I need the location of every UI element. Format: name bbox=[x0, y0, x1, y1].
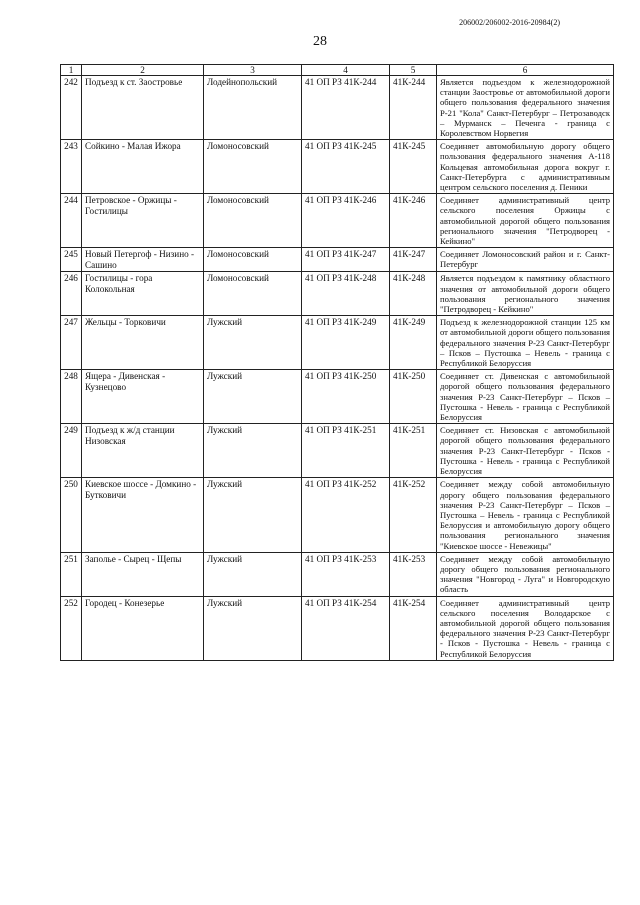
road-name: Ящера - Дивенская - Кузнецово bbox=[82, 370, 204, 424]
registration-number: 41 ОП РЗ 41К-249 bbox=[302, 316, 390, 370]
road-code: 41К-248 bbox=[390, 272, 437, 316]
road-name: Сойкино - Малая Ижора bbox=[82, 140, 204, 194]
road-code: 41К-246 bbox=[390, 194, 437, 248]
table-row bbox=[61, 76, 614, 140]
registration-number: 41 ОП РЗ 41К-253 bbox=[302, 552, 390, 596]
district-name: Лужский bbox=[204, 370, 302, 424]
row-number: 245 bbox=[61, 248, 82, 272]
road-description: Соединяет ст. Дивенская с автомобильной дорогой общего пользования федерального значения Р-23 Санкт-Петербург – Псков – Пустошка - Невель - граница с Республикой Белоруссия bbox=[437, 370, 614, 424]
row-number: 246 bbox=[61, 272, 82, 316]
table-row bbox=[61, 478, 614, 552]
road-description: Соединяет автомобильную дорогу общего пользования федерального значения А-118 Кольцевая автомобильная дорога вокруг г. Санкт-Петербурга с административным центром сельского поселения д. Пеники bbox=[437, 140, 614, 194]
registration-number: 41 ОП РЗ 41К-246 bbox=[302, 194, 390, 248]
road-description: Соединяет ст. Низовская с автомобильной дорогой общего пользования федерального значения Р-23 Санкт-Петербург - Псков - Пустошка - Невель - граница с Республикой Белоруссия bbox=[437, 424, 614, 478]
table-row bbox=[61, 370, 614, 424]
road-code: 41К-251 bbox=[390, 424, 437, 478]
road-name: Гостилицы - гора Колокольная bbox=[82, 272, 204, 316]
registration-number: 41 ОП РЗ 41К-244 bbox=[302, 76, 390, 140]
road-name: Заполье - Сырец - Щепы bbox=[82, 552, 204, 596]
road-description: Соединяет Ломоносовский район и г. Санкт-Петербург bbox=[437, 248, 614, 272]
registration-number: 41 ОП РЗ 41К-251 bbox=[302, 424, 390, 478]
road-name: Подъезд к ст. Заостровье bbox=[82, 76, 204, 140]
row-number: 243 bbox=[61, 140, 82, 194]
registration-number: 41 ОП РЗ 41К-247 bbox=[302, 248, 390, 272]
district-name: Лужский bbox=[204, 316, 302, 370]
column-header: 4 bbox=[302, 65, 390, 76]
road-code: 41К-244 bbox=[390, 76, 437, 140]
row-number: 251 bbox=[61, 552, 82, 596]
road-name: Киевское шоссе - Домкино - Бутковичи bbox=[82, 478, 204, 552]
road-code: 41К-245 bbox=[390, 140, 437, 194]
district-name: Ломоносовский bbox=[204, 194, 302, 248]
registration-number: 41 ОП РЗ 41К-252 bbox=[302, 478, 390, 552]
road-code: 41К-254 bbox=[390, 596, 437, 660]
row-number: 248 bbox=[61, 370, 82, 424]
header-row bbox=[61, 65, 614, 76]
row-number: 249 bbox=[61, 424, 82, 478]
roads-table bbox=[60, 64, 614, 661]
district-name: Лужский bbox=[204, 596, 302, 660]
district-name: Лужский bbox=[204, 552, 302, 596]
road-name: Новый Петергоф - Низино - Сашино bbox=[82, 248, 204, 272]
row-number: 242 bbox=[61, 76, 82, 140]
row-number: 252 bbox=[61, 596, 82, 660]
district-name: Лужский bbox=[204, 424, 302, 478]
column-header: 5 bbox=[390, 65, 437, 76]
registration-number: 41 ОП РЗ 41К-254 bbox=[302, 596, 390, 660]
road-name: Петровское - Оржицы - Гостилицы bbox=[82, 194, 204, 248]
road-name: Городец - Конезерье bbox=[82, 596, 204, 660]
road-code: 41К-247 bbox=[390, 248, 437, 272]
table-row bbox=[61, 194, 614, 248]
road-description: Соединяет административный центр сельского поселения Володарское с автомобильной дорогой общего пользования федерального значения Р-23 Санкт-Петербург - Псков - Пустошка - Невель - граница с Республикой Белоруссия bbox=[437, 596, 614, 660]
district-name: Ломоносовский bbox=[204, 272, 302, 316]
road-name: Жельцы - Торковичи bbox=[82, 316, 204, 370]
district-name: Лужский bbox=[204, 478, 302, 552]
column-header: 1 bbox=[61, 65, 82, 76]
road-description: Соединяет между собой автомобильную дорогу общего пользования федерального значения Р-23 Санкт-Петербург – Псков – Пустошка – Невель - граница с Республикой Белоруссия и автомобильную дорогу общего пользования регионального значения "Киевское шоссе - Невежицы" bbox=[437, 478, 614, 552]
table-row bbox=[61, 424, 614, 478]
road-code: 41К-250 bbox=[390, 370, 437, 424]
registration-number: 41 ОП РЗ 41К-245 bbox=[302, 140, 390, 194]
column-header: 2 bbox=[82, 65, 204, 76]
road-description: Соединяет между собой автомобильную дорогу общего пользования регионального значения "Новгород - Луга" и Новгородскую область bbox=[437, 552, 614, 596]
column-header: 6 bbox=[437, 65, 614, 76]
document-id: 206002/206002-2016-20984(2) bbox=[459, 18, 560, 27]
district-name: Ломоносовский bbox=[204, 248, 302, 272]
road-description: Является подъездом к железнодорожной станции Заостровье от автомобильной дороги общего пользования федерального значения Р-21 "Кола" Санкт-Петербург – Петрозаводск – Мурманск – Печенга - граница с Королевством Норвегия bbox=[437, 76, 614, 140]
registration-number: 41 ОП РЗ 41К-248 bbox=[302, 272, 390, 316]
table-row bbox=[61, 140, 614, 194]
district-name: Лодейнопольский bbox=[204, 76, 302, 140]
row-number: 247 bbox=[61, 316, 82, 370]
road-description: Подъезд к железнодорожной станции 125 км от автомобильной дороги общего пользования федерального значения Р-23 Санкт-Петербург – Псков – Пустошка – Невель - граница с Республикой Белоруссия bbox=[437, 316, 614, 370]
road-code: 41К-253 bbox=[390, 552, 437, 596]
road-description: Соединяет административный центр сельского поселения Оржицы с автомобильной дорогой общего пользования регионального значения "Петродворец - Кейкино" bbox=[437, 194, 614, 248]
road-code: 41К-252 bbox=[390, 478, 437, 552]
road-code: 41К-249 bbox=[390, 316, 437, 370]
table-row bbox=[61, 316, 614, 370]
road-description: Является подъездом к памятнику областного значения от автомобильной дороги общего пользования регионального значения "Петродворец - Кейкино" bbox=[437, 272, 614, 316]
page-number: 28 bbox=[313, 34, 327, 49]
table-row bbox=[61, 248, 614, 272]
district-name: Ломоносовский bbox=[204, 140, 302, 194]
row-number: 250 bbox=[61, 478, 82, 552]
row-number: 244 bbox=[61, 194, 82, 248]
column-header: 3 bbox=[204, 65, 302, 76]
road-name: Подъезд к ж/д станции Низовская bbox=[82, 424, 204, 478]
table-row bbox=[61, 272, 614, 316]
table-row bbox=[61, 552, 614, 596]
registration-number: 41 ОП РЗ 41К-250 bbox=[302, 370, 390, 424]
table-row bbox=[61, 596, 614, 660]
